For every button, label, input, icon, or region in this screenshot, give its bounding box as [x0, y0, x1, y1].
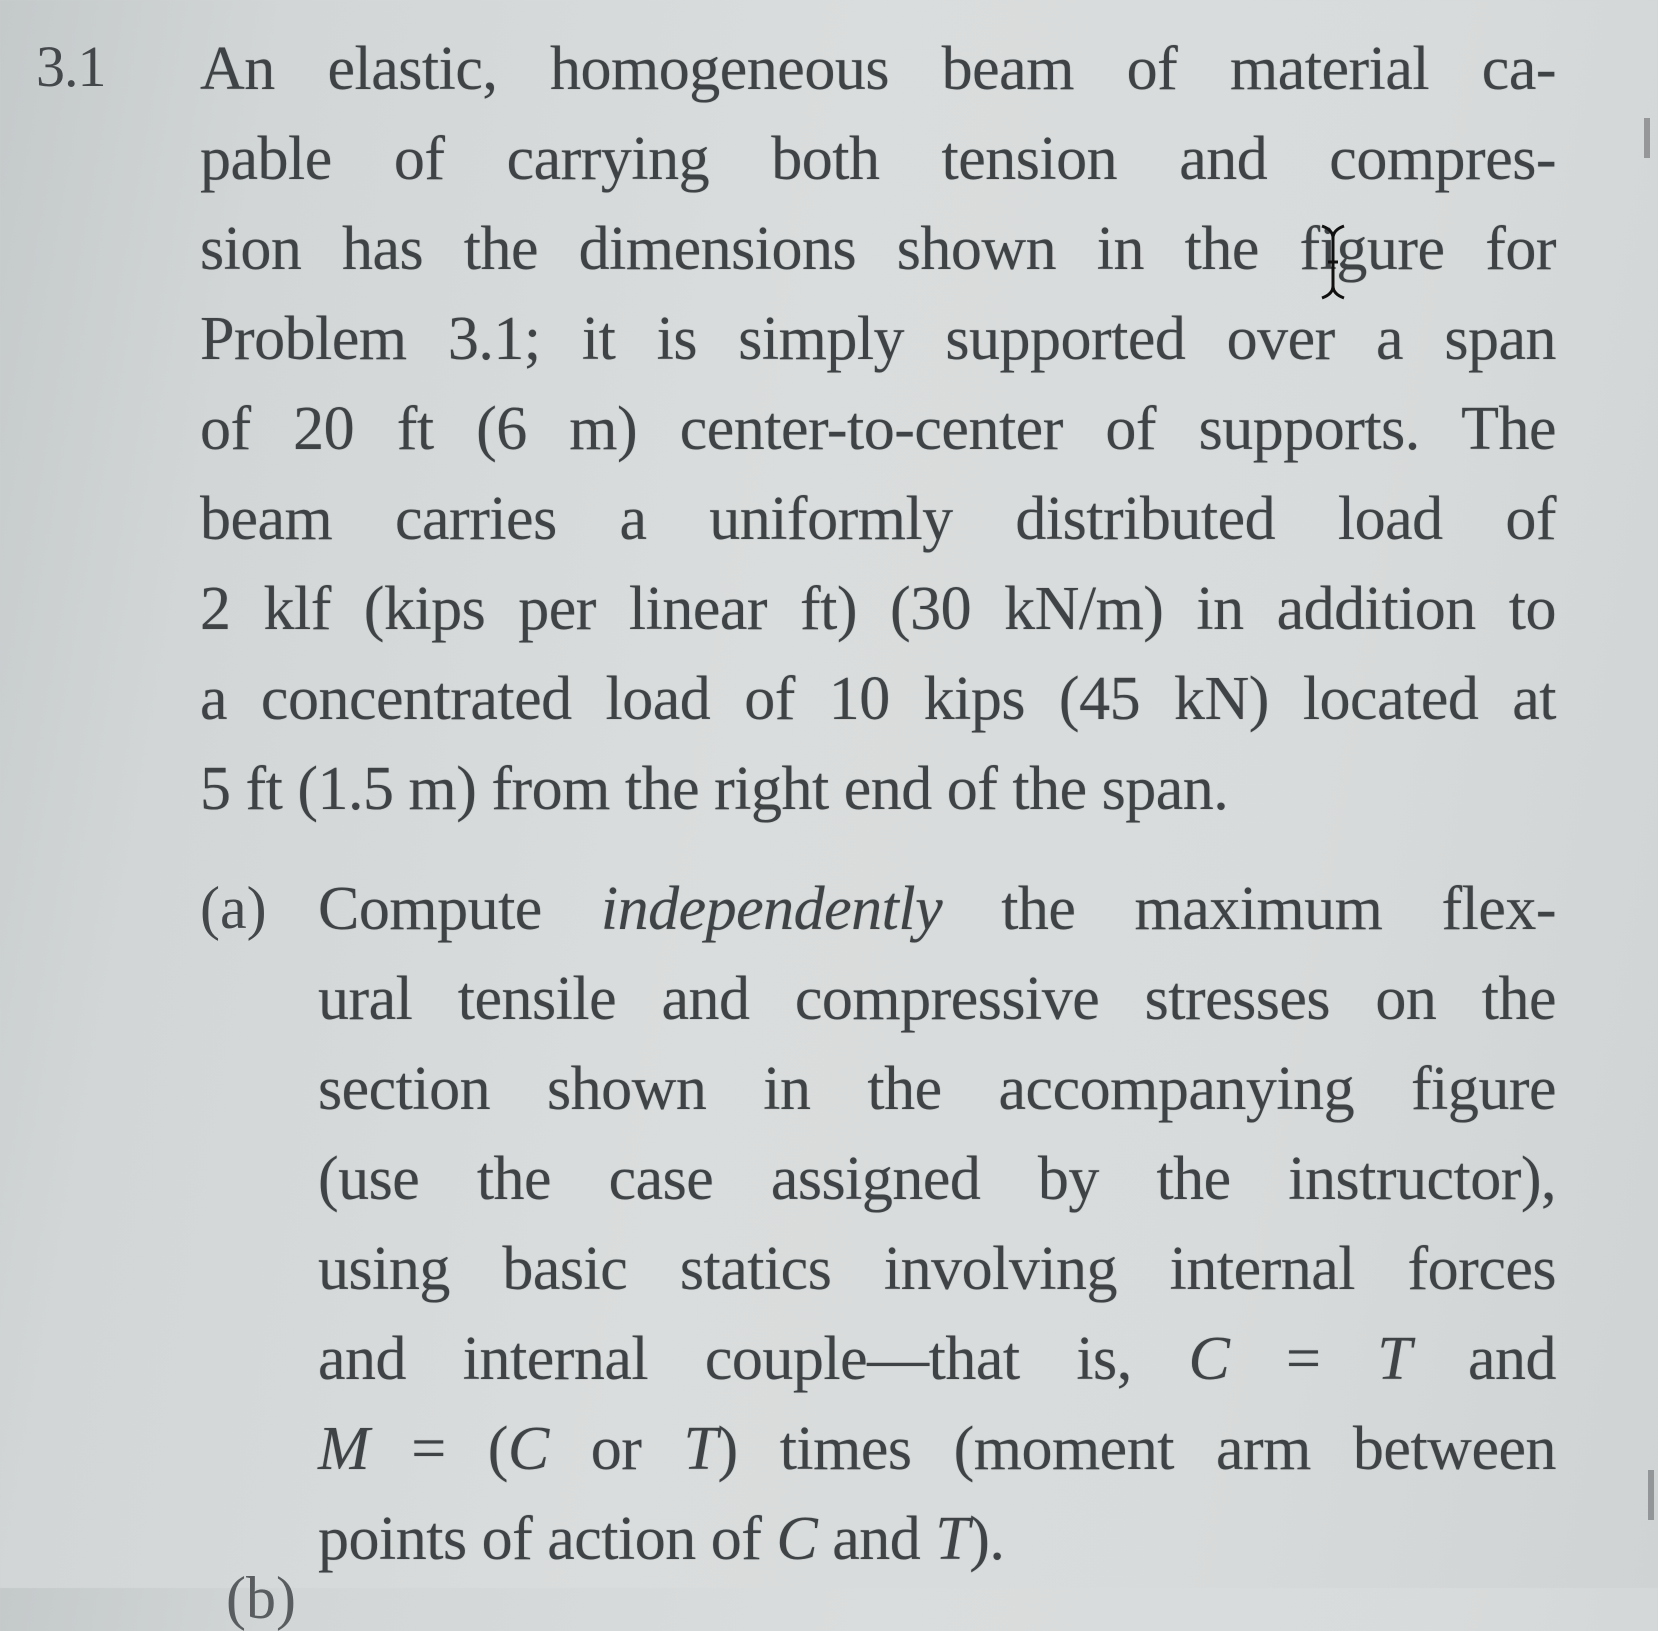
part-a-line6-suffix: and	[1411, 1325, 1556, 1393]
problem-statement	[200, 35, 1556, 848]
problem-line: a concentrated load of 10 kips (45 kN) located at	[200, 665, 1556, 733]
next-part-partial: (b)	[226, 1565, 296, 1631]
part-a-line: section shown in the accompanying figure	[318, 1055, 1556, 1123]
variable-T: T	[683, 1415, 718, 1483]
variable-C: C	[1188, 1325, 1230, 1393]
problem-number: 3.1	[36, 34, 106, 99]
page-edge-mark	[1648, 1470, 1654, 1520]
variable-T: T	[1377, 1325, 1412, 1393]
variable-T: T	[935, 1505, 970, 1573]
variable-M: M	[318, 1415, 370, 1483]
part-a-line8-suffix: ).	[969, 1505, 1005, 1573]
part-a-line	[318, 1505, 1556, 1598]
part-a-line: (use the case assigned by the instructor),	[318, 1145, 1556, 1213]
part-a-line7-suffix: ) times (moment arm between	[717, 1415, 1556, 1483]
variable-C: C	[776, 1505, 818, 1573]
problem-line: An elastic, homogeneous beam of material ca-	[200, 35, 1556, 103]
problem-line: of 20 ft (6 m) center-to-center of supports. The	[200, 395, 1556, 463]
emphasis-independently: independently	[600, 875, 943, 943]
part-a-line	[318, 875, 1556, 968]
problem-line: sion has the dimensions shown in the figure for	[200, 215, 1556, 283]
problem-line: 2 klf (kips per linear ft) (30 kN/m) in addition to	[200, 575, 1556, 643]
equals-sign: =	[1229, 1325, 1378, 1393]
text-cursor-icon	[1318, 222, 1348, 302]
part-a-line: ural tensile and compressive stresses on the	[318, 965, 1556, 1033]
and-word: and	[817, 1505, 936, 1573]
problem-line: beam carries a uniformly distributed load of	[200, 485, 1556, 553]
problem-line: pable of carrying both tension and compres-	[200, 125, 1556, 193]
problem-line: Problem 3.1; it is simply supported over a span	[200, 305, 1556, 373]
part-a-text	[318, 875, 1556, 1598]
variable-C: C	[507, 1415, 549, 1483]
equals-paren: = (	[369, 1415, 508, 1483]
or-word: or	[548, 1415, 684, 1483]
page-edge-mark	[1644, 118, 1650, 158]
part-a-line6-prefix: and internal couple—that is,	[318, 1325, 1189, 1393]
part-a-line8-prefix: points of action of	[318, 1505, 777, 1573]
part-a-label: (a)	[200, 875, 267, 941]
part-a-line	[318, 1325, 1556, 1418]
problem-line: 5 ft (1.5 m) from the right end of the span.	[200, 755, 1229, 823]
part-a-line	[318, 1415, 1556, 1508]
part-a-line1-suffix: the maximum flex-	[942, 875, 1556, 943]
part-a-line1-prefix: Compute	[318, 875, 601, 943]
part-a-line: using basic statics involving internal forces	[318, 1235, 1556, 1303]
